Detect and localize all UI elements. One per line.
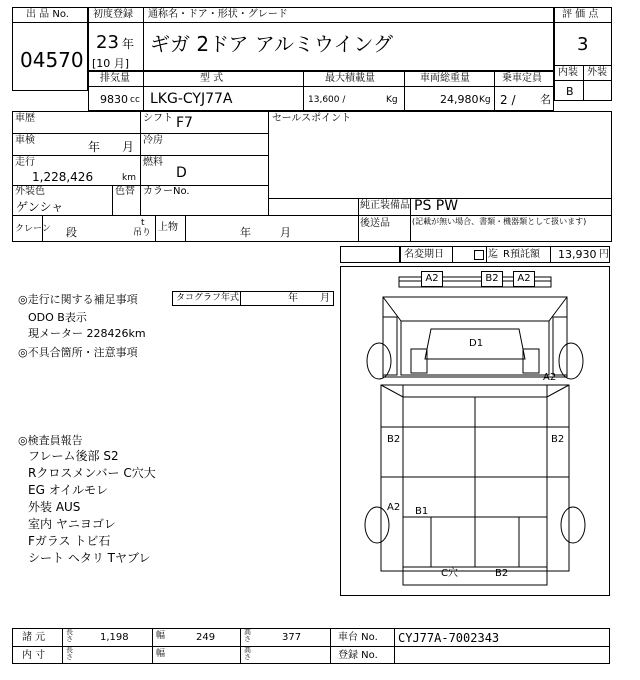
deck-label: 上物 (158, 222, 178, 233)
mark-b2-rear: B2 (495, 568, 509, 579)
inspection-year: 年 (88, 140, 101, 154)
report-line: 室内 ヤニヨゴレ (28, 517, 116, 531)
reg-year-unit: 年 (122, 37, 135, 51)
report-line: 外装 AUS (28, 500, 81, 514)
report-line: EG オイルモレ (28, 483, 109, 497)
mark-c-hole: C穴 (441, 568, 458, 579)
mark-b1: B1 (415, 506, 429, 517)
color-change-label: 色替 (115, 186, 135, 197)
equipment: PS PW (414, 198, 459, 214)
inspection-month: 月 (122, 140, 135, 154)
capacity-unit: 名 (540, 93, 551, 106)
inspection-label: 車検 (15, 135, 35, 146)
gross-weight-unit: Kg (479, 95, 491, 105)
defects-label: ◎不具合箇所・注意事項 (18, 346, 138, 359)
equipment-label: 純正装備品 (360, 200, 410, 211)
mark-b2-front: B2 (481, 271, 503, 287)
driving-notes-label: ◎走行に関する補足事項 (18, 293, 138, 306)
height: 377 (282, 632, 302, 643)
width-label: 幅 (156, 631, 166, 641)
fuel-label: 燃料 (143, 157, 163, 168)
model-label: 型 式 (200, 73, 224, 84)
shift-label: シフト (143, 113, 173, 124)
crane-ton: t (141, 218, 145, 228)
mark-d1: D1 (469, 338, 484, 349)
model: LKG-CYJ77A (150, 91, 233, 107)
crane-hook: 吊り (133, 228, 152, 238)
report-line: Rクロスメンバー C穴大 (28, 466, 156, 480)
interior-grade-label: 内装 (558, 67, 578, 78)
lot-number: 04570 (20, 48, 84, 72)
name-change-label: 名変期日 (404, 249, 444, 260)
report-line: Fガラス トビ石 (28, 534, 111, 548)
ext-color: ゲンシャ (16, 200, 64, 214)
mark-b2-right: B2 (551, 434, 565, 445)
inner-height-label: 高さ (244, 646, 251, 661)
width: 249 (196, 632, 216, 643)
meter-line: 現メーター 228426km (28, 327, 146, 340)
lot-label: 出 品 No. (26, 9, 69, 20)
chassis-label: 車台 No. (338, 632, 378, 643)
capacity: 2 / (500, 93, 516, 107)
fuel: D (176, 165, 187, 181)
mark-a2-left: A2 (387, 502, 401, 513)
inspector-label: ◎検査員報告 (18, 434, 83, 447)
crane-label: クレーン (15, 224, 51, 234)
ext-color-label: 外装色 (15, 186, 45, 197)
damage-diagram (340, 266, 610, 596)
checkbox-label: 迄 (488, 249, 498, 260)
inner-label: 内 寸 (22, 650, 46, 661)
dims-label: 諸 元 (22, 632, 46, 643)
report-line: シート ヘタリ Tヤブレ (28, 551, 151, 565)
mileage-unit: km (122, 173, 136, 183)
max-load-label: 最大積載量 (325, 73, 375, 84)
displacement: 9830 (100, 93, 128, 106)
mileage: 1,228,426 (32, 170, 94, 184)
length: 1,198 (100, 632, 129, 643)
deck-year: 年 (240, 226, 251, 239)
reg-year: 23 (96, 32, 119, 53)
car-name: ギガ 2ドア アルミウイング (150, 32, 394, 56)
inner-width-label: 幅 (156, 649, 166, 659)
odo-line: ODO B表示 (28, 311, 87, 324)
cooler-label: 冷房 (143, 135, 163, 146)
name-label: 通称名・ドア・形状・グレード (148, 9, 288, 20)
recycle-unit: 円 (599, 249, 609, 260)
tachograph-label: タコグラフ年式 (176, 293, 240, 303)
max-load: 13,600 / (308, 95, 346, 105)
mark-a2-front-right: A2 (513, 271, 535, 287)
recycle-label: R預託額 (503, 249, 540, 260)
name-change-checkbox[interactable] (474, 250, 484, 260)
mark-b2-left: B2 (387, 434, 401, 445)
post-label: 後送品 (360, 218, 390, 229)
recycle-value: 13,930 (558, 248, 597, 261)
crane-stage: 段 (66, 226, 77, 239)
report-line: フレーム後部 S2 (28, 449, 119, 463)
inner-length-label: 長さ (66, 646, 73, 661)
max-load-unit: Kg (386, 95, 398, 105)
grade-label: 評 価 点 (562, 9, 599, 20)
mark-a2-right: A2 (543, 372, 557, 383)
capacity-label: 乗車定員 (502, 73, 542, 84)
history-label: 車歴 (15, 113, 35, 124)
tacho-month: 月 (320, 293, 330, 304)
reg-month: [10 月] (92, 57, 130, 70)
exterior-grade-label: 外装 (587, 67, 607, 78)
tacho-year: 年 (288, 293, 298, 304)
displacement-label: 排気量 (100, 73, 130, 84)
color-no-label: カラーNo. (143, 186, 190, 197)
length-label: 長さ (66, 628, 73, 643)
mark-a2-front: A2 (421, 271, 443, 287)
post-note: (記載が無い場合、書類・機器類として扱います) (412, 217, 587, 226)
chassis-number: CYJ77A-7002343 (398, 631, 500, 645)
mileage-label: 走行 (15, 157, 35, 168)
height-label: 高さ (244, 628, 251, 643)
shift: F7 (176, 115, 193, 131)
overall-grade: 3 (577, 34, 589, 55)
name-change-blank (340, 246, 400, 263)
reg-number-label: 登録 No. (338, 650, 378, 661)
sales-point-label: セールスポイント (272, 113, 352, 124)
truck-outline (341, 267, 609, 595)
interior-grade: B (566, 85, 574, 98)
gross-weight: 24,980 (440, 93, 479, 106)
displacement-unit: cc (130, 95, 140, 105)
gross-weight-label: 車両総重量 (420, 73, 470, 84)
first-reg-label: 初度登録 (93, 9, 133, 20)
deck-month: 月 (280, 226, 291, 239)
